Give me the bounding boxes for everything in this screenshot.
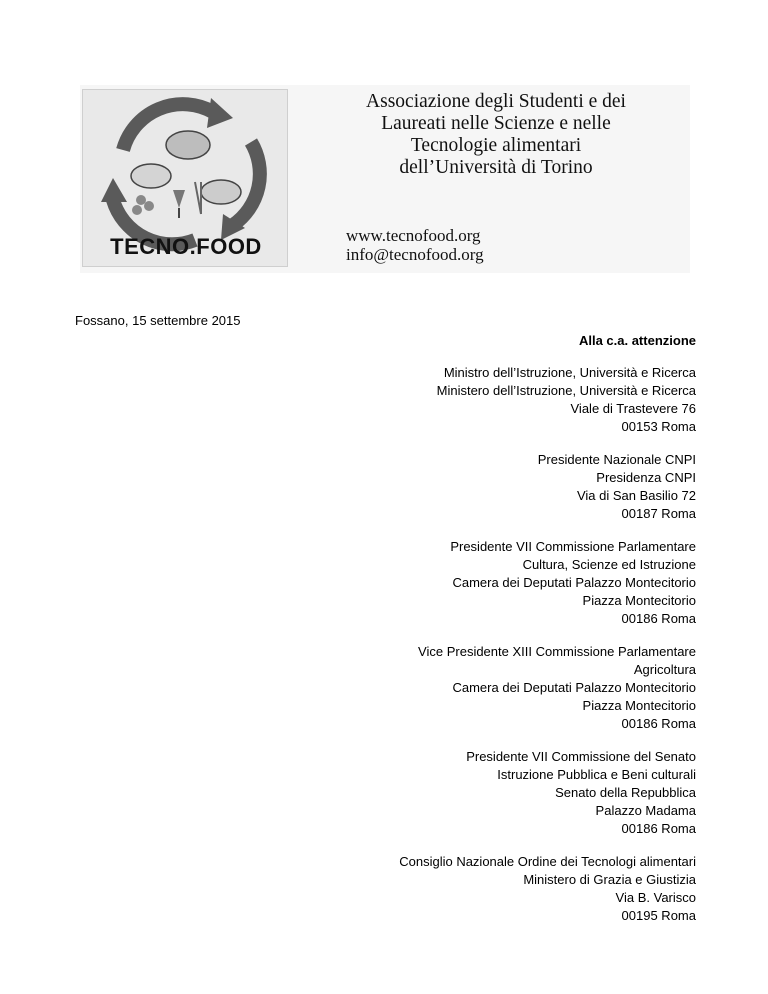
- association-line: dell’Università di Torino: [399, 157, 593, 178]
- recipient-line: 00195 Roma: [621, 908, 696, 923]
- recipient-line: 00153 Roma: [621, 419, 696, 434]
- association-line: Tecnologie alimentari: [410, 135, 582, 156]
- recipient-line: Via di San Basilio 72: [576, 488, 696, 503]
- recipient-block: [276, 748, 696, 838]
- recipient-line: Ministero di Grazia e Giustizia: [523, 872, 696, 887]
- website-link[interactable]: www.tecnofood.org: [346, 226, 481, 245]
- recipient-block: [276, 643, 696, 733]
- recipient-block: [276, 451, 696, 523]
- recipient-line: Piazza Montecitorio: [582, 698, 696, 713]
- tecnofood-logo: [82, 89, 288, 267]
- association-line: Laureati nelle Scienze e nelle: [381, 113, 611, 134]
- recipient-line: Viale di Trastevere 76: [570, 401, 696, 416]
- recipient-line: Senato della Repubblica: [555, 785, 696, 800]
- recipient-line: Presidenza CNPI: [596, 470, 696, 485]
- letterhead: [80, 85, 690, 273]
- recipient-block: [276, 538, 696, 628]
- recipient-line: 00186 Roma: [621, 611, 696, 626]
- association-name: [316, 91, 676, 179]
- recipient-line: Vice Presidente XIII Commissione Parlamentare: [418, 644, 696, 659]
- recipient-line: Piazza Montecitorio: [582, 593, 696, 608]
- recipient-line: Cultura, Scienze ed Istruzione: [522, 557, 696, 572]
- contacts: [346, 226, 484, 264]
- recipient-line: Presidente VII Commissione Parlamentare: [450, 539, 696, 554]
- recipient-line: Presidente VII Commissione del Senato: [466, 749, 696, 764]
- recipient-block: [276, 853, 696, 925]
- email-link[interactable]: info@tecnofood.org: [346, 245, 484, 264]
- recipient-line: Palazzo Madama: [595, 803, 696, 818]
- attention-heading: Alla c.a. attenzione: [578, 333, 696, 348]
- recipient-line: 00187 Roma: [621, 506, 696, 521]
- recipient-line: 00186 Roma: [621, 821, 696, 836]
- association-line: Associazione degli Studenti e dei: [366, 91, 626, 112]
- logo-wordmark: TECNO.FOOD: [110, 234, 262, 259]
- recipient-line: Istruzione Pubblica e Beni culturali: [497, 767, 696, 782]
- recipient-block: [276, 364, 696, 436]
- recipient-line: Ministero dell’Istruzione, Università e Ricerca: [436, 383, 696, 398]
- recipient-line: Camera dei Deputati Palazzo Montecitorio: [452, 680, 696, 695]
- recipient-line: Agricoltura: [633, 662, 696, 677]
- recipient-line: 00186 Roma: [621, 716, 696, 731]
- recipient-line: Via B. Varisco: [615, 890, 696, 905]
- recipient-line: Consiglio Nazionale Ordine dei Tecnologi alimentari: [399, 854, 696, 869]
- recipient-line: Presidente Nazionale CNPI: [537, 452, 696, 467]
- recipient-line: Camera dei Deputati Palazzo Montecitorio: [452, 575, 696, 590]
- recipient-line: Ministro dell’Istruzione, Università e Ricerca: [443, 365, 696, 380]
- recipient-list: [276, 364, 696, 940]
- place-date: Fossano, 15 settembre 2015: [75, 313, 241, 328]
